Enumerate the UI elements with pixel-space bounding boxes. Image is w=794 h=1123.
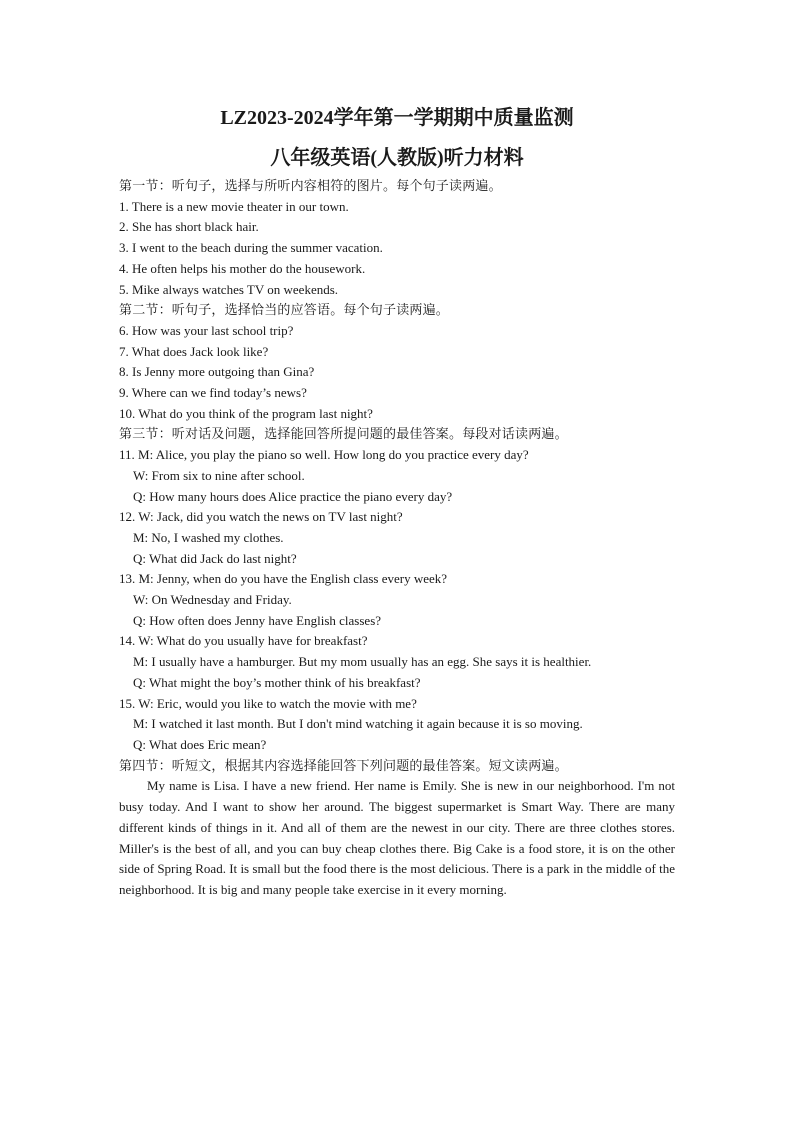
item-2: 2. She has short black hair. bbox=[119, 219, 259, 235]
dialogue-13-line-1: 13. M: Jenny, when do you have the English class every week? bbox=[119, 571, 448, 587]
document-title: LZ2023-2024学年第一学期期中质量监测 bbox=[220, 107, 574, 129]
document-subtitle: 八年级英语(人教版)听力材料 bbox=[270, 147, 524, 169]
dialogue-14-question: Q: What might the boy’s mother think of his breakfast? bbox=[133, 674, 421, 690]
dialogue-15-line-2: M: I watched it last month. But I don't mind watching it again because it is so moving. bbox=[133, 716, 583, 732]
document-page bbox=[119, 104, 675, 901]
item-10: 10. What do you think of the program last night? bbox=[119, 405, 373, 421]
dialogue-11-line-1: 11. M: Alice, you play the piano so well. How long do you practice every day? bbox=[119, 447, 529, 463]
dialogue-11-question: Q: How many hours does Alice practice the piano every day? bbox=[133, 488, 453, 504]
item-3: 3. I went to the beach during the summer vacation. bbox=[119, 240, 383, 256]
section-3-heading: 第三节：听对话及问题，选择能回答所提问题的最佳答案。每段对话读两遍。 bbox=[119, 426, 568, 442]
dialogue-13-line-2: W: On Wednesday and Friday. bbox=[133, 592, 292, 608]
item-4: 4. He often helps his mother do the housework. bbox=[119, 260, 366, 276]
dialogue-14-line-2: M: I usually have a hamburger. But my mom usually has an egg. She says it is healthier. bbox=[133, 654, 592, 670]
passage-paragraph: My name is Lisa. I have a new friend. Her name is Emily. She is new in our neighborhood. I'm not busy today. And I want to show her around. The biggest supermarket is Smart Way. There are many different kinds of things in it. And all of them are the newest in our city. There are three clothes stores. Miller's is the best of all, and you can buy cheap clothes there. Big Cake is a food store, it is on the other side of Spring Road. It is small but the food there is the most delicious. There is a park in the middle of the neighborhood. It is big and many people take exercise in it every morning. bbox=[119, 778, 675, 897]
dialogue-15-line-1: 15. W: Eric, would you like to watch the movie with me? bbox=[119, 695, 417, 711]
dialogue-11-line-2: W: From six to nine after school. bbox=[133, 467, 305, 483]
item-8: 8. Is Jenny more outgoing than Gina? bbox=[119, 364, 315, 380]
item-7: 7. What does Jack look like? bbox=[119, 343, 269, 359]
section-1-heading: 第一节：听句子，选择与所听内容相符的图片。每个句子读两遍。 bbox=[119, 178, 502, 193]
item-9: 9. Where can we find today’s news? bbox=[119, 385, 307, 401]
dialogue-12-line-1: 12. W: Jack, did you watch the news on TV last night? bbox=[119, 509, 403, 525]
dialogue-12-question: Q: What did Jack do last night? bbox=[133, 550, 297, 566]
section-2-heading: 第二节：听句子，选择恰当的应答语。每个句子读两遍。 bbox=[119, 302, 450, 318]
dialogue-13-question: Q: How often does Jenny have English classes? bbox=[133, 612, 382, 628]
dialogue-12-line-2: M: No, I washed my clothes. bbox=[133, 529, 284, 545]
item-6: 6. How was your last school trip? bbox=[119, 322, 294, 338]
item-5: 5. Mike always watches TV on weekends. bbox=[119, 281, 339, 297]
section-4-heading: 第四节：听短文，根据其内容选择能回答下列问题的最佳答案。短文读两遍。 bbox=[119, 757, 568, 773]
dialogue-15-question: Q: What does Eric mean? bbox=[133, 736, 267, 752]
dialogue-14-line-1: 14. W: What do you usually have for breakfast? bbox=[119, 633, 368, 649]
item-1: 1. There is a new movie theater in our town. bbox=[119, 198, 349, 214]
